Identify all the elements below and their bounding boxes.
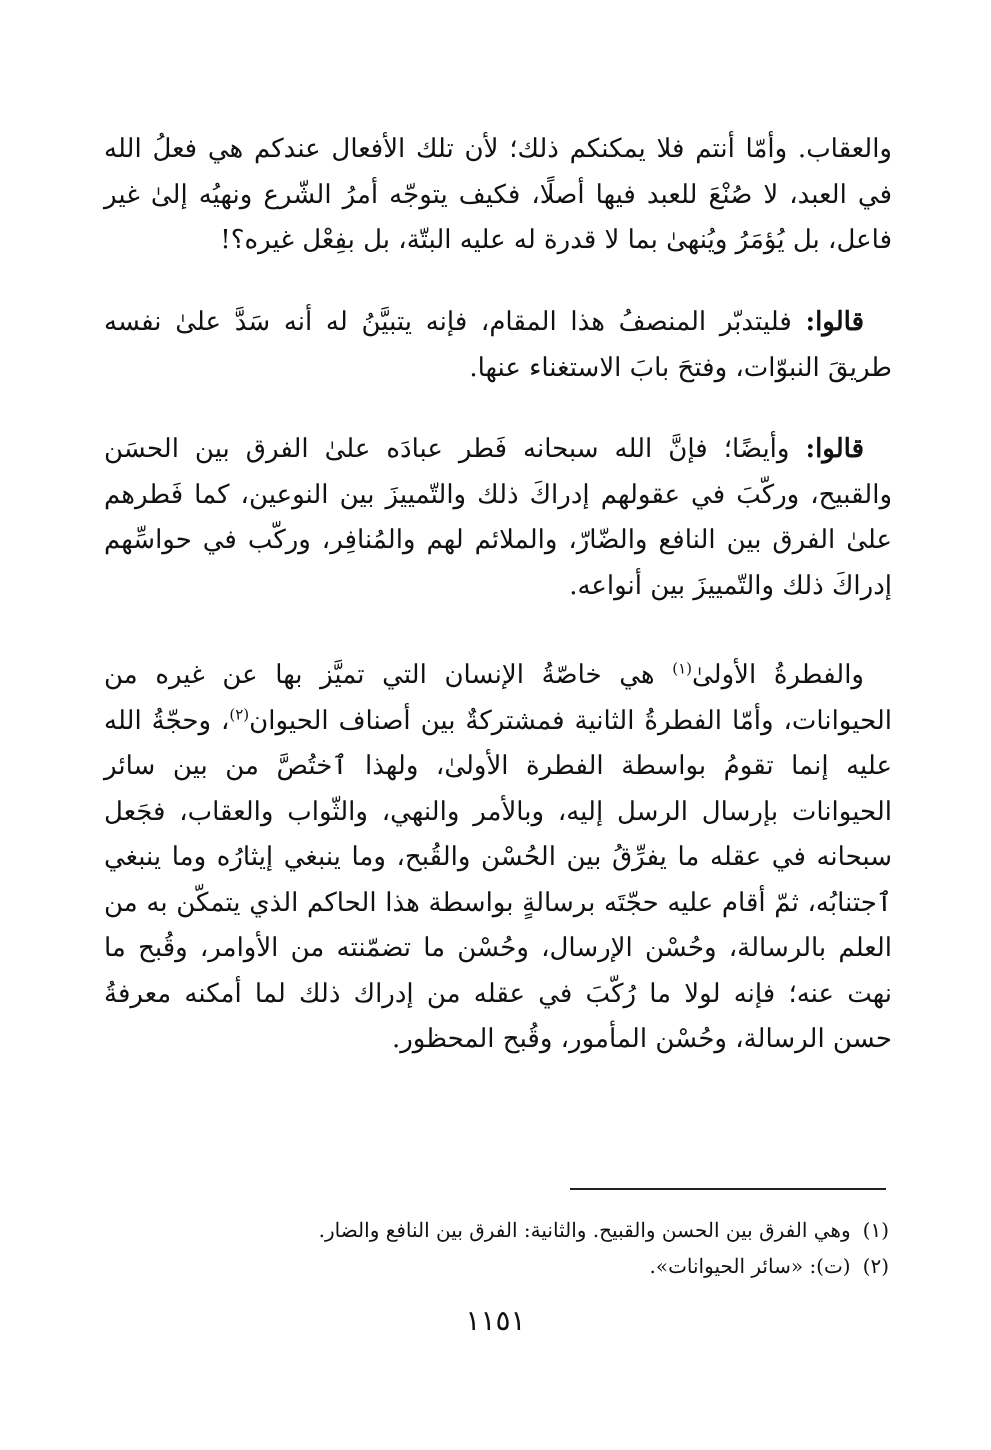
footnote-ref-2[interactable]: (٢) (229, 704, 250, 723)
paragraph-2-lead: قالوا: (805, 307, 864, 337)
page-number: ١١٥١ (465, 1304, 526, 1337)
footnote-1-text: وهي الفرق بين الحسن والقبيح. والثانية: الفرق بين النافع والضار. (318, 1218, 851, 1242)
paragraph-2-text: فليتدبّر المنصفُ هذا المقام، فإنه يتبيَّنُ له أنه سَدَّ علىٰ نفسه طريقَ النبوّات، وفتحَ بابَ الاستغناء عنها. (104, 307, 892, 383)
paragraph-3-body (104, 427, 892, 609)
footnote-1-number: (١) (862, 1218, 889, 1242)
paragraph-4-text-c: ، وحجّةُ الله عليه إنما تقومُ بواسطة الفطرة الأولىٰ، ولهذا ٱختُصَّ من بين سائر الحيوانات بإرسال الرسل إليه، وبالأمر والنهي، والثّواب والعقاب، فجَعل سبحانه في عقله ما يفرِّقُ بين الحُسْن والقُبح، وما ينبغي إيثارُه وما ينبغي ٱجتنابُه، ثمّ أقام عليه حجّتَه برسالةٍ بواسطة هذا الحاكم الذي يتمكّن به من العلم بالرسالة، وحُسْن الإرسال، وحُسْن ما تضمّنته من الأوامر، وقُبح ما نهت عنه؛ فإنه لولا ما رُكّبَ في عقله من إدراك ذلك لما أمكنه معرفةُ حسن الرسالة، وحُسْن المأمور، وقُبح المحظور. (104, 705, 892, 1054)
footnote-divider (570, 1188, 886, 1190)
paragraph-4-text-b: هي خاصّةُ الإنسان التي تميَّز بها عن غيره من الحيوانات، وأمّا الفطرةُ الثانية فمشتركةٌ بين أصناف الحيوان (104, 660, 892, 736)
footnote-1 (104, 1212, 889, 1248)
paragraph-4 (104, 653, 892, 1063)
footnote-2 (104, 1248, 889, 1284)
paragraph-3-text: وأيضًا؛ فإنَّ الله سبحانه فَطر عبادَه علىٰ الفرق بين الحسَن والقبيح، وركّبَ في عقولهم إدراكَ ذلك والتّمييزَ بين النوعين، كما فَطرهم علىٰ الفرق بين النافع والضّارّ، والملائم لهم والمُنافِر، وركّب في حواسِّهم إدراكَ ذلك والتّمييزَ بين أنواعه. (104, 434, 892, 601)
paragraph-4-text-a: والفطرةُ الأولىٰ (692, 660, 864, 690)
paragraph-2-body (104, 300, 892, 391)
footnote-ref-1[interactable]: (١) (672, 659, 693, 678)
paragraph-2 (104, 300, 892, 391)
footnote-2-number: (٢) (862, 1254, 889, 1278)
paragraph-4-body (104, 653, 892, 1063)
paragraph-1 (104, 127, 892, 264)
paragraph-1-text: والعقاب. وأمّا أنتم فلا يمكنكم ذلك؛ لأن تلك الأفعال عندكم هي فعلُ الله في العبد، لا صُنْعَ للعبد فيها أصلًا، فكيف يتوجّه أمرُ الشّرع ونهيُه إلىٰ غير فاعل، بل يُؤمَرُ ويُنهىٰ بما لا قدرة له عليه البتّة، بل بفِعْل غيره؟! (104, 134, 892, 255)
footnotes (104, 1212, 889, 1284)
paragraph-3 (104, 427, 892, 609)
paragraph-3-lead: قالوا: (805, 434, 864, 464)
footnote-2-text: (ت): «سائر الحيوانات». (649, 1254, 851, 1278)
